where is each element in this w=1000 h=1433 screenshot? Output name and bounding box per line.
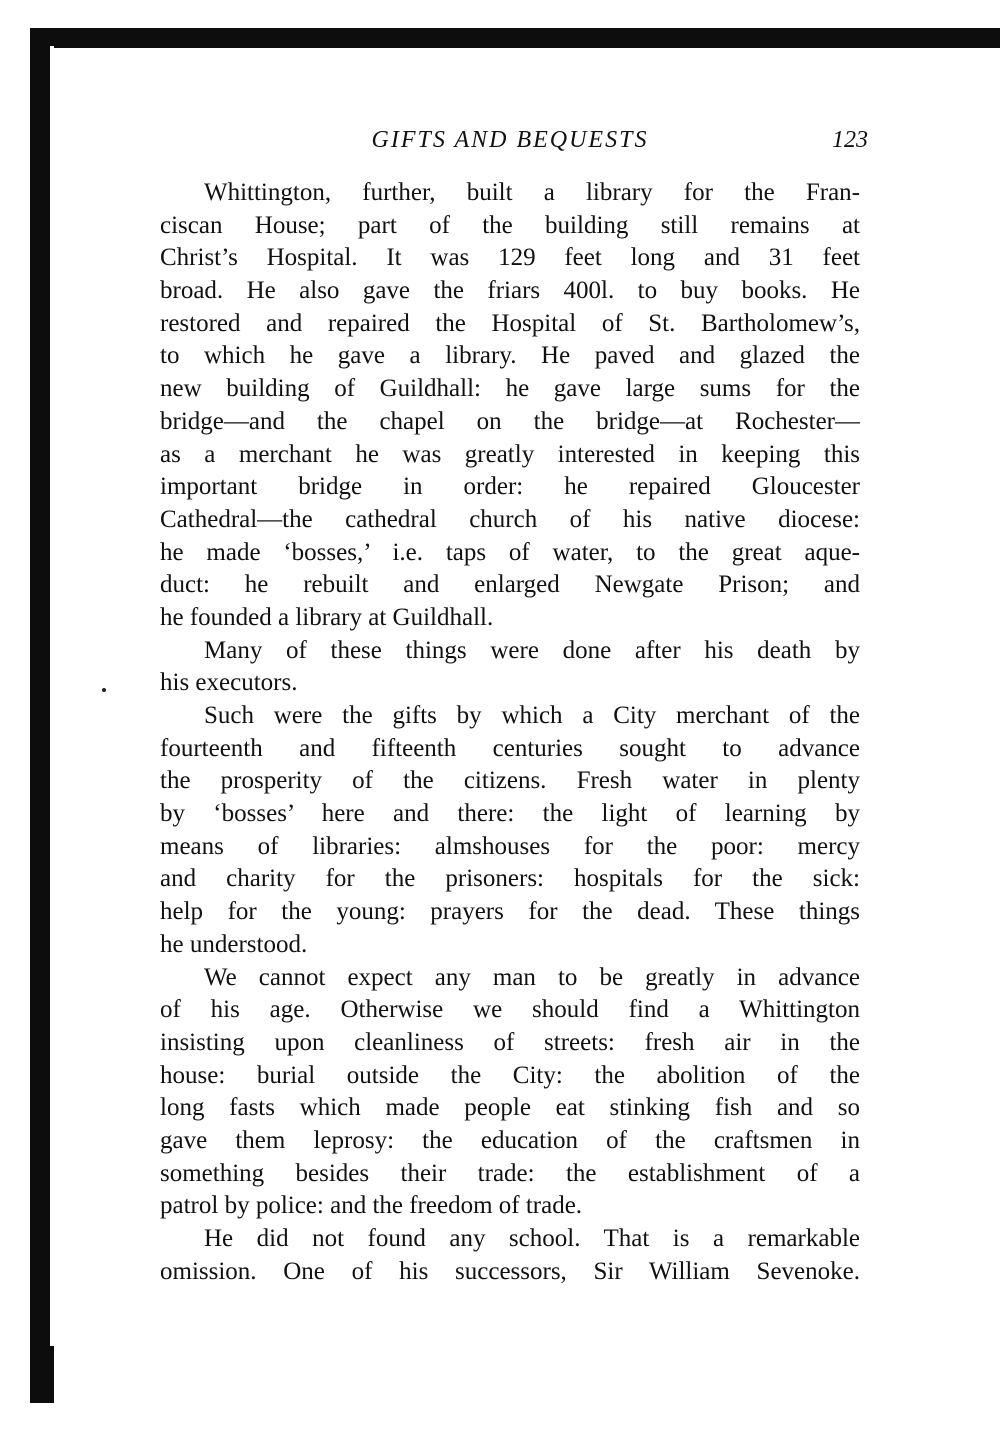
text-line: fourteenth and fifteenth centuries sought to advance xyxy=(160,734,860,762)
text-line: bridge—and the chapel on the bridge—at Rochester— xyxy=(160,407,860,435)
text-line: broad. He also gave the friars 400l. to buy books. He xyxy=(160,277,860,305)
text-line: house: burial outside the City: the abolition of the xyxy=(160,1061,860,1089)
text-line: important bridge in order: he repaired Gloucester xyxy=(160,473,860,501)
page-top-border xyxy=(30,28,1000,48)
text-line: something besides their trade: the establishment of a xyxy=(160,1159,860,1187)
paragraph xyxy=(160,700,860,962)
text-line: Cathedral—the cathedral church of his native diocese: xyxy=(160,505,860,533)
text-line: means of libraries: almshouses for the poor: mercy xyxy=(160,832,860,860)
text-line: He did not found any school. That is a remarkable xyxy=(204,1225,860,1252)
text-line: he understood. xyxy=(160,930,308,958)
text-line: insisting upon cleanliness of streets: fresh air in the xyxy=(160,1028,860,1056)
paragraph xyxy=(160,177,860,635)
scan-speck xyxy=(102,688,106,692)
text-line: gave them leprosy: the education of the craftsmen in xyxy=(160,1126,860,1154)
paragraph xyxy=(160,962,860,1224)
text-line: omission. One of his successors, Sir William Sevenoke. xyxy=(160,1257,860,1285)
text-line: long fasts which made people eat stinking fish and so xyxy=(160,1094,860,1122)
text-line: to which he gave a library. He paved and glazed the xyxy=(160,342,860,370)
text-line: his executors. xyxy=(160,669,298,697)
page-number: 123 xyxy=(832,127,868,153)
text-line: he made ‘bosses,’ i.e. taps of water, to the great aque- xyxy=(160,538,860,566)
running-head xyxy=(160,127,868,161)
paragraph xyxy=(160,1223,860,1288)
text-line: Many of these things were done after his death by xyxy=(204,636,860,664)
text-line: new building of Guildhall: he gave large sums for the xyxy=(160,375,860,403)
text-line: ciscan House; part of the building still remains at xyxy=(160,211,860,239)
text-line: help for the young: prayers for the dead. These things xyxy=(160,898,860,926)
running-title: GIFTS AND BEQUESTS xyxy=(371,127,649,153)
text-line: patrol by police: and the freedom of trade. xyxy=(160,1192,583,1220)
text-line: of his age. Otherwise we should find a Whittington xyxy=(160,996,860,1024)
text-line: and charity for the prisoners: hospitals for the sick: xyxy=(160,865,860,893)
text-line: duct: he rebuilt and enlarged Newgate Prison; and xyxy=(160,571,860,599)
text-line: Such were the gifts by which a City merchant of the xyxy=(204,702,860,729)
text-line: he founded a library at Guildhall. xyxy=(160,603,494,631)
text-line: by ‘bosses’ here and there: the light of learning by xyxy=(160,800,860,828)
text-line: restored and repaired the Hospital of St. Bartholomew’s, xyxy=(160,309,860,337)
text-line: Whittington, further, built a library for the Fran- xyxy=(204,179,860,206)
text-line: Christ’s Hospital. It was 129 feet long and 31 feet xyxy=(160,244,860,272)
paragraph xyxy=(160,635,860,700)
text-line: as a merchant he was greatly interested in keeping this xyxy=(160,440,860,468)
text-line: We cannot expect any man to be greatly in advance xyxy=(204,963,860,991)
page-left-border-highlight xyxy=(50,46,54,1346)
text-line: the prosperity of the citizens. Fresh water in plenty xyxy=(160,767,860,795)
body-text xyxy=(160,177,860,1288)
